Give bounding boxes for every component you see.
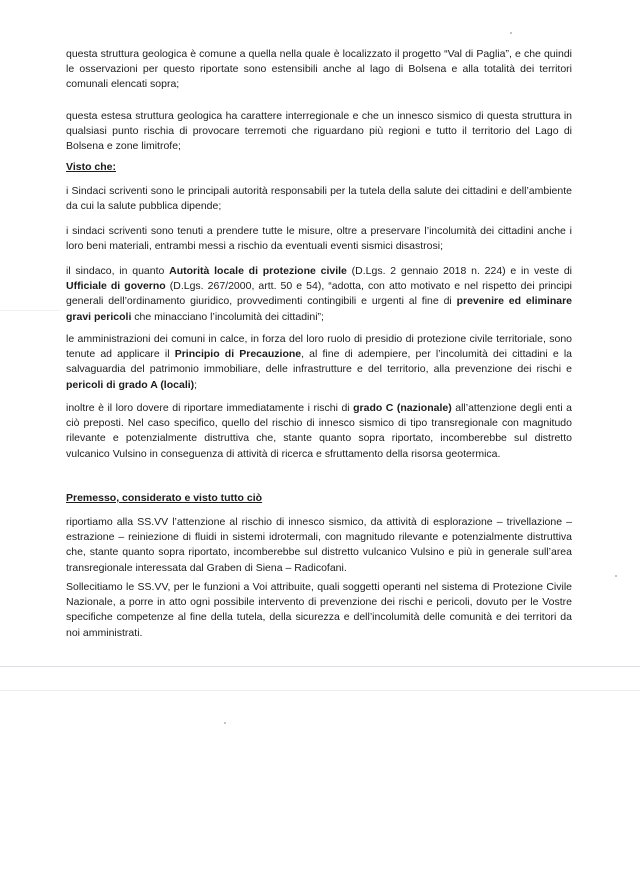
- paragraph-sindaci-misure: i sindaci scriventi sono tenuti a prendere tutte le misure, oltre a preservare l’incolumità dei cittadini anche i loro beni materiali, entrambi messi a rischio da eventuali eventi sismici disastrosi;: [66, 225, 572, 253]
- paragraph-val-di-paglia: questa struttura geologica è comune a quella nella quale è localizzato il progetto “Val di Paglia”, e che quindi le osservazioni per questo riportate sono estensibili anche al lago di Bolsena e alla totalità dei territori comunali elencati sopra;: [66, 48, 572, 91]
- scan-artifact-line: [0, 690, 640, 691]
- heading-premesso: Premesso, considerato e visto tutto ciò: [66, 492, 263, 504]
- text-run: (D.Lgs. 2 gennaio 2018 n. 224) e in veste di: [346, 265, 572, 277]
- bold-run: Ufficiale di governo: [66, 280, 166, 293]
- scan-artifact-dot: [224, 722, 226, 724]
- paragraph-grado-c: [66, 401, 572, 462]
- bold-run: pericoli di grado A (locali): [66, 378, 195, 391]
- bold-run: prevenire ed eliminare gravi pericoli: [66, 295, 572, 323]
- text-run: inoltre è il loro dovere di riportare immediatamente i rischi di: [66, 402, 354, 414]
- bold-run: Autorità locale di protezione civile: [169, 265, 347, 277]
- text-run: il sindaco, in quanto: [66, 265, 170, 277]
- scan-artifact-line: [0, 310, 60, 311]
- paragraph-struttura-interregionale: questa estesa struttura geologica ha carattere interregionale e che un innesco sismico di questa struttura in qualsiasi punto rischia di provocare terremoti che riguardano più regioni e tutto il territorio del Lago di Bolsena e zone limitrofe;: [66, 110, 572, 153]
- paragraph-principio-precauzione: [66, 332, 572, 393]
- heading-visto-che: Visto che:: [66, 161, 116, 173]
- bold-run: Principio di Precauzione: [174, 348, 302, 361]
- scan-artifact-dot: [510, 32, 512, 34]
- text-run: che minacciano l’incolumità dei cittadini”;: [131, 310, 324, 323]
- scan-artifact-line: [0, 666, 640, 667]
- paragraph-rischio-innesco: riportiamo alla SS.VV l’attenzione al rischio di innesco sismico, da attività di esplorazione – trivellazione – estrazione – reiniezione di fluidi in sistemi idrotermali, con magnitudo rilevante e potenzialmente distruttiva che, stante quanto sopra riportato, incomberebbe sul distretto vulcanico Vulsino e più in generale sull’area transregionale interessata dal Graben di Siena – Radicofani.: [66, 516, 572, 574]
- paragraph-sollecitiamo: Sollecitiamo le SS.VV, per le funzioni a Voi attribuite, quali soggetti operanti nel sistema di Protezione Civile Nazionale, a porre in atto ogni possibile intervento di prevenzione dei rischi e pericoli, dovuto per le Vostre specifiche competenze al fine della tutela, della sicurezza e dell’incolumità delle comunità e dei territori da noi amministrati.: [66, 581, 572, 639]
- text-run: le amministrazioni dei comuni in calce, in forza del loro ruolo di presidio di protezione civile territoriale, sono tenute ad applicare il: [66, 333, 572, 361]
- paragraph-sindaci-autorita: i Sindaci scriventi sono le principali autorità responsabili per la tutela della salute dei cittadini e dell’ambiente da cui la salute pubblica dipende;: [66, 185, 572, 213]
- text-run: ;: [194, 378, 198, 391]
- text-run: all’attenzione degli enti a ciò preposti. Nel caso specifico, quello del rischio di innesco sismico di tipo transregionale con magnitudo rilevante e potenzialmente distruttiva che, stante quanto sopra riportato, incomberebbe sul distretto vulcanico Vulsino in conseguenza di attività di ricerca e sfruttamento della risorsa geotermica.: [66, 402, 572, 460]
- text-run: (D.Lgs. 267/2000, artt. 50 e 54), “adotta, con atto motivato e nel rispetto dei principi generali dell’ordinamento giuridico, provvedimenti contingibili e urgenti al fine di: [66, 280, 572, 308]
- paragraph-sindaco-protezione-civile: [66, 264, 572, 325]
- text-run: , al fine di adempiere, per l’incolumità dei cittadini e la salvaguardia del patrimonio immobiliare, delle infrastrutture e del territorio, alla prevenzione dei rischi e: [66, 348, 572, 376]
- bold-run: grado C (nazionale): [353, 402, 452, 414]
- scan-artifact-dot: [615, 575, 617, 577]
